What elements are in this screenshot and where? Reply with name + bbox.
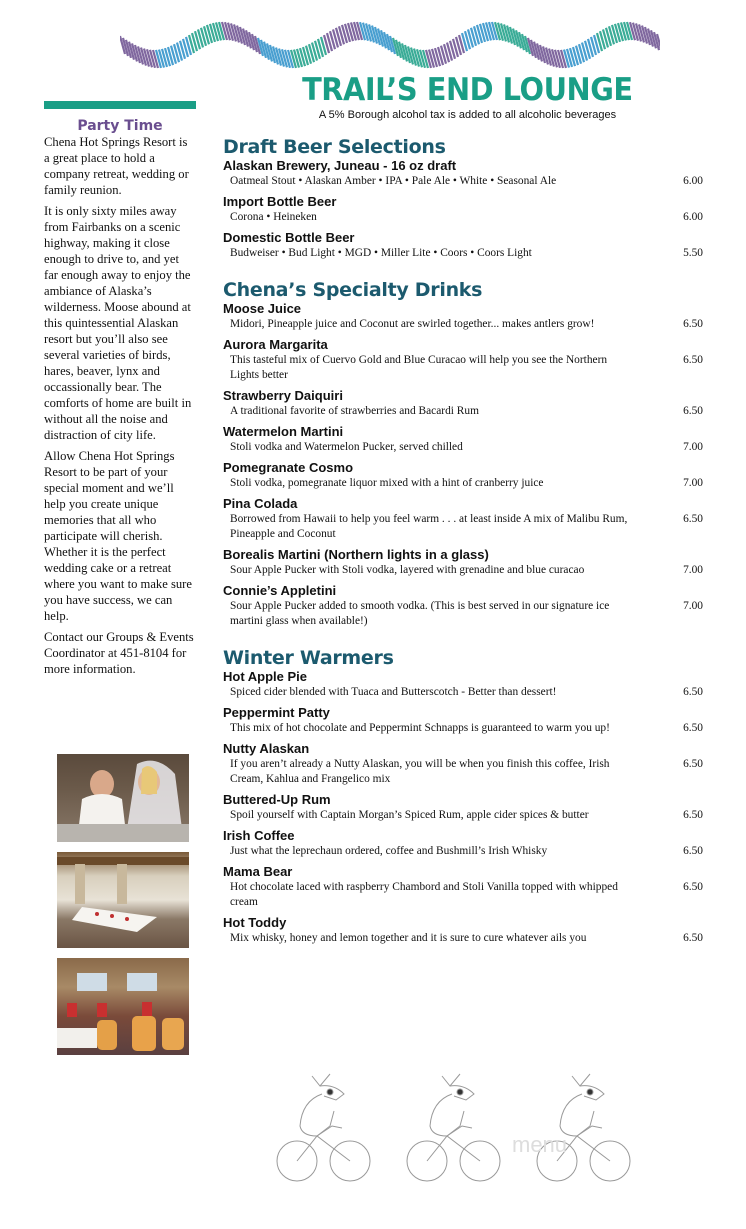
- item-name: Strawberry Daiquiri: [223, 388, 343, 403]
- menu-item: [223, 547, 707, 578]
- menu-section: [223, 136, 707, 261]
- menu-item: [223, 388, 707, 419]
- menu-item: [223, 864, 707, 910]
- item-price: 7.00: [683, 564, 703, 576]
- item-price: 7.00: [683, 600, 703, 612]
- item-description: This mix of hot chocolate and Peppermint Schnapps is guaranteed to warm you up!: [230, 722, 610, 734]
- photo-column: [57, 754, 189, 1065]
- item-description: Borrowed from Hawaii to help you feel warm . . . at least inside A mix of Malibu Rum, Pineapple and Coconut: [230, 513, 628, 540]
- item-name: Pomegranate Cosmo: [223, 460, 354, 475]
- item-description: Midori, Pineapple juice and Coconut are swirled together... makes antlers grow!: [230, 318, 595, 330]
- item-name: Peppermint Patty: [223, 705, 330, 720]
- menu-item: [223, 424, 707, 455]
- tax-note: A 5% Borough alcohol tax is added to all alcoholic beverages: [318, 109, 617, 121]
- page-title: TRAIL’S END LOUNGE: [302, 72, 633, 108]
- sidebar-heading: Party Time: [77, 118, 163, 134]
- item-name: Borealis Martini (Northern lights in a glass): [223, 547, 489, 562]
- item-name: Nutty Alaskan: [223, 741, 310, 756]
- item-name: Domestic Bottle Beer: [223, 230, 355, 245]
- banquet-hall-photo: [57, 852, 189, 948]
- wedding-couple-photo: [57, 754, 189, 842]
- item-price: 6.50: [683, 686, 703, 698]
- menu-item: [223, 792, 707, 823]
- item-price: 6.50: [683, 758, 703, 770]
- item-name: Alaskan Brewery, Juneau - 16 oz draft: [223, 158, 457, 173]
- menu-item: [223, 194, 707, 225]
- item-name: Hot Toddy: [223, 915, 287, 930]
- menu-section: [223, 279, 707, 629]
- item-name: Connie’s Appletini: [223, 583, 337, 598]
- item-description: Just what the leprechaun ordered, coffee and Bushmill’s Irish Whisky: [230, 845, 548, 857]
- section-heading: Chena’s Specialty Drinks: [223, 279, 483, 301]
- item-price: 7.00: [683, 477, 703, 489]
- menu-item: [223, 741, 707, 787]
- dining-room-photo: [57, 958, 189, 1055]
- item-name: Mama Bear: [223, 864, 293, 879]
- item-description: Stoli vodka and Watermelon Pucker, served chilled: [230, 441, 463, 453]
- moose-on-bike-illustration: [532, 1066, 632, 1186]
- item-description: This tasteful mix of Cuervo Gold and Blue Curacao will help you see the Northern Lights better: [230, 354, 608, 381]
- item-price: 7.00: [683, 441, 703, 453]
- item-name: Pina Colada: [223, 496, 298, 511]
- item-price: 5.50: [683, 247, 703, 259]
- item-description: Sour Apple Pucker with Stoli vodka, layered with grenadine and blue curacao: [230, 564, 585, 576]
- item-price: 6.00: [683, 211, 703, 223]
- sidebar-paragraph: Chena Hot Springs Resort is a great place to hold a company retreat, wedding or family reunion.: [44, 135, 189, 197]
- item-name: Moose Juice: [223, 301, 302, 316]
- item-name: Aurora Margarita: [223, 337, 328, 352]
- item-description: Oatmeal Stout • Alaskan Amber • IPA • Pale Ale • White • Seasonal Ale: [230, 175, 557, 187]
- item-description: If you aren’t already a Nutty Alaskan, you will be when you finish this coffee, Irish Cream, Kahlua and Frangelico mix: [230, 758, 610, 785]
- item-price: 6.50: [683, 809, 703, 821]
- item-price: 6.50: [683, 932, 703, 944]
- menu-item: [223, 583, 707, 629]
- section-heading: Draft Beer Selections: [223, 136, 446, 158]
- item-description: Corona • Heineken: [230, 211, 317, 223]
- menu-item: [223, 230, 707, 261]
- item-name: Irish Coffee: [223, 828, 295, 843]
- item-description: Budweiser • Bud Light • MGD • Miller Lite • Coors • Coors Light: [230, 247, 532, 259]
- item-description: Sour Apple Pucker added to smooth vodka. (This is best served in our signature ice martini glass when available!): [230, 600, 610, 627]
- menu-item: [223, 496, 707, 542]
- menu-item: [223, 915, 707, 946]
- item-name: Buttered-Up Rum: [223, 792, 331, 807]
- item-price: 6.50: [683, 845, 703, 857]
- watermark: menu: [512, 1132, 568, 1157]
- sidebar-paragraph: It is only sixty miles away from Fairbanks on a scenic highway, making it close enough to drive to, and yet far enough away to enjoy the ambiance of Alaska’s wilderness. Moose abound at this quintessential Alaskan resort but you’ll also see several varieties of birds, hares, beaver, lynx and occassionally bear. The comforts of home are built in without all the noise and distraction of city life.: [44, 204, 192, 442]
- item-description: Hot chocolate laced with raspberry Chambord and Stoli Vanilla topped with whipped cream: [230, 881, 618, 908]
- item-price: 6.50: [683, 881, 703, 893]
- menu-item: [223, 301, 707, 332]
- item-price: 6.50: [683, 354, 703, 366]
- section-heading: Winter Warmers: [223, 647, 394, 669]
- item-description: Spoil yourself with Captain Morgan’s Spiced Rum, apple cider spices & butter: [230, 809, 589, 821]
- menu-item: [223, 337, 707, 383]
- menu-item: [223, 460, 707, 491]
- item-price: 6.50: [683, 513, 703, 525]
- item-price: 6.50: [683, 405, 703, 417]
- item-description: Stoli vodka, pomegranate liquor mixed with a hint of cranberry juice: [230, 477, 544, 489]
- item-description: A traditional favorite of strawberries and Bacardi Rum: [230, 405, 479, 417]
- item-price: 6.50: [683, 318, 703, 330]
- item-name: Watermelon Martini: [223, 424, 344, 439]
- menu-item: [223, 828, 707, 859]
- sidebar-paragraph: Contact our Groups & Events Coordinator at 451-8104 for more information.: [44, 630, 194, 676]
- sidebar-paragraph: Allow Chena Hot Springs Resort to be part of your special moment and we’ll help you create unique memories that all who participate will cherish. Whether it is the perfect wedding cake or a retreat where you want to make sure you have success, we can help.: [44, 449, 192, 623]
- decorative-wave-border: [120, 20, 660, 70]
- menu-item: [223, 705, 707, 736]
- item-description: Mix whisky, honey and lemon together and it is sure to cure whatever ails you: [230, 932, 587, 944]
- menu-item: [223, 158, 707, 189]
- moose-on-bike-illustration: [272, 1066, 372, 1186]
- item-description: Spiced cider blended with Tuaca and Butterscotch - Better than dessert!: [230, 686, 557, 698]
- item-name: Hot Apple Pie: [223, 669, 308, 684]
- sidebar-accent-bar: [44, 101, 196, 109]
- sidebar-party-time: [44, 101, 196, 682]
- menu-section: [223, 647, 707, 946]
- item-price: 6.50: [683, 722, 703, 734]
- menu-main: [223, 136, 707, 964]
- moose-on-bike-illustration: [402, 1066, 502, 1186]
- item-price: 6.00: [683, 175, 703, 187]
- item-name: Import Bottle Beer: [223, 194, 337, 209]
- menu-item: [223, 669, 707, 700]
